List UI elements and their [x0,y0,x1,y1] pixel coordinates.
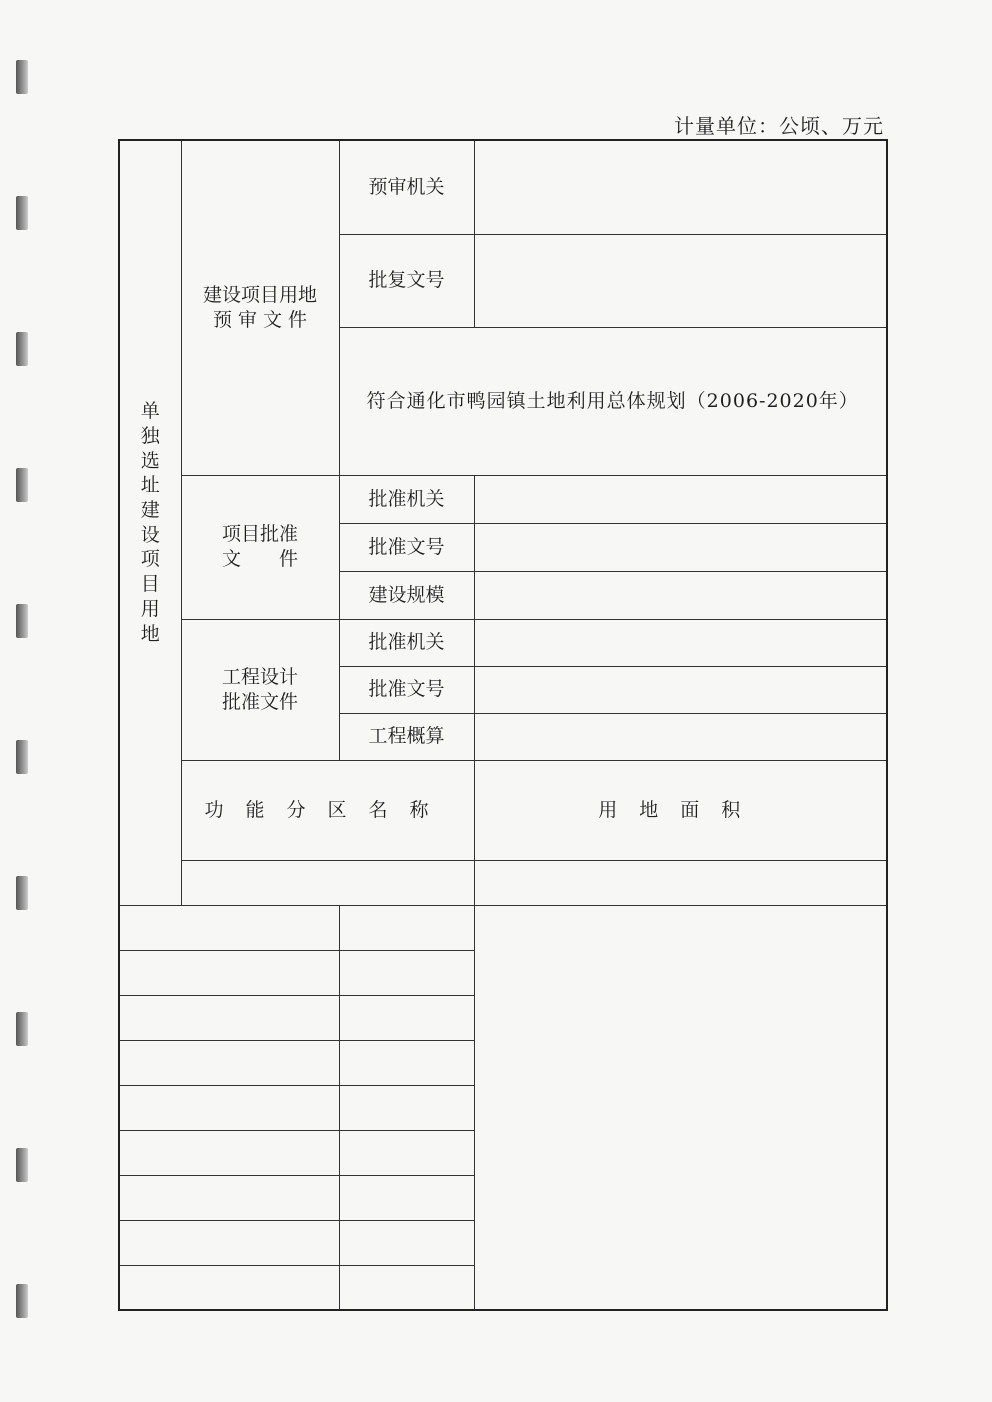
engineering-approval-row-field[interactable] [474,619,887,666]
zone-name-cell[interactable] [181,860,474,905]
zone-area-cell[interactable] [474,860,887,905]
project-approval-row-field[interactable] [474,571,887,619]
side-title-char: 单 [140,400,160,423]
engineering-approval-row-label: 批准机关 [339,619,474,666]
binding-mark [16,196,28,230]
project-approval-row-field[interactable] [474,475,887,523]
side-title [119,140,181,905]
approval-no-label: 批复文号 [339,234,474,327]
binding-mark [16,1012,28,1046]
prelim-doc-label-line2: 预 审 文 件 [212,308,308,331]
side-title-char: 项 [140,548,160,571]
zone-name-cell[interactable] [119,995,339,1040]
side-title-char: 独 [140,425,160,447]
zone-area-cell[interactable] [339,950,474,995]
binding-mark [16,740,28,774]
zone-area-cell[interactable] [339,1175,474,1220]
binding-mark [16,60,28,94]
project-approval-row-label: 批准文号 [339,523,474,571]
plan-statement: 符合通化市鸭园镇土地利用总体规划（2006-2020年） [339,327,887,475]
engineering-approval-label [181,619,339,760]
binding-mark [16,1284,28,1318]
project-approval-row-label: 批准机关 [339,475,474,523]
zone-name-cell[interactable] [119,1085,339,1130]
side-title-char: 建 [140,499,160,522]
land-use-form-table [118,139,888,1311]
zone-name-cell[interactable] [119,1265,339,1310]
project-approval-row-label: 建设规模 [339,571,474,619]
zone-name-cell[interactable] [119,1175,339,1220]
authority-label: 预审机关 [339,140,474,234]
project-approval-label-line1: 项目批准 [221,523,298,546]
side-title-char: 址 [140,474,160,497]
zone-area-cell[interactable] [339,1265,474,1310]
prelim-doc-label [181,140,339,475]
zone-name-cell[interactable] [119,1040,339,1085]
zone-name-cell[interactable] [119,1220,339,1265]
binding-mark [16,604,28,638]
side-title-char: 用 [140,597,160,620]
prelim-doc-label-line1: 建设项目用地 [202,284,317,307]
binding-mark [16,332,28,366]
engineering-approval-row-field[interactable] [474,666,887,713]
engineering-approval-row-field[interactable] [474,713,887,760]
side-title-char: 选 [140,449,160,472]
engineering-approval-row-label: 工程概算 [339,713,474,760]
project-approval-row-field[interactable] [474,523,887,571]
zone-area-cell[interactable] [339,1040,474,1085]
binding-mark [16,876,28,910]
authority-field[interactable] [474,140,887,234]
zone-name-cell[interactable] [119,1130,339,1175]
approval-no-field[interactable] [474,234,887,327]
engineering-approval-label-line2: 批准文件 [221,690,298,713]
binding-mark [16,1148,28,1182]
zone-name-header: 功能分区名称 [181,760,474,860]
zone-area-header: 用地面积 [474,760,887,860]
zone-area-cell[interactable] [339,1220,474,1265]
engineering-approval-label-line1: 工程设计 [221,665,298,688]
engineering-approval-row-label: 批准文号 [339,666,474,713]
unit-label: 计量单位：公顷、万元 [674,114,884,138]
side-title-char: 目 [140,573,160,596]
zone-area-cell[interactable] [339,1130,474,1175]
side-title-char: 设 [140,523,160,546]
zone-area-cell[interactable] [339,905,474,950]
zone-area-cell[interactable] [339,1085,474,1130]
side-title-char: 地 [140,622,160,645]
zone-area-cell[interactable] [339,995,474,1040]
project-approval-label [181,475,339,619]
zone-name-cell[interactable] [119,905,339,950]
binding-mark [16,468,28,502]
project-approval-label-line2: 文 件 [221,548,298,570]
zone-name-cell[interactable] [119,950,339,995]
